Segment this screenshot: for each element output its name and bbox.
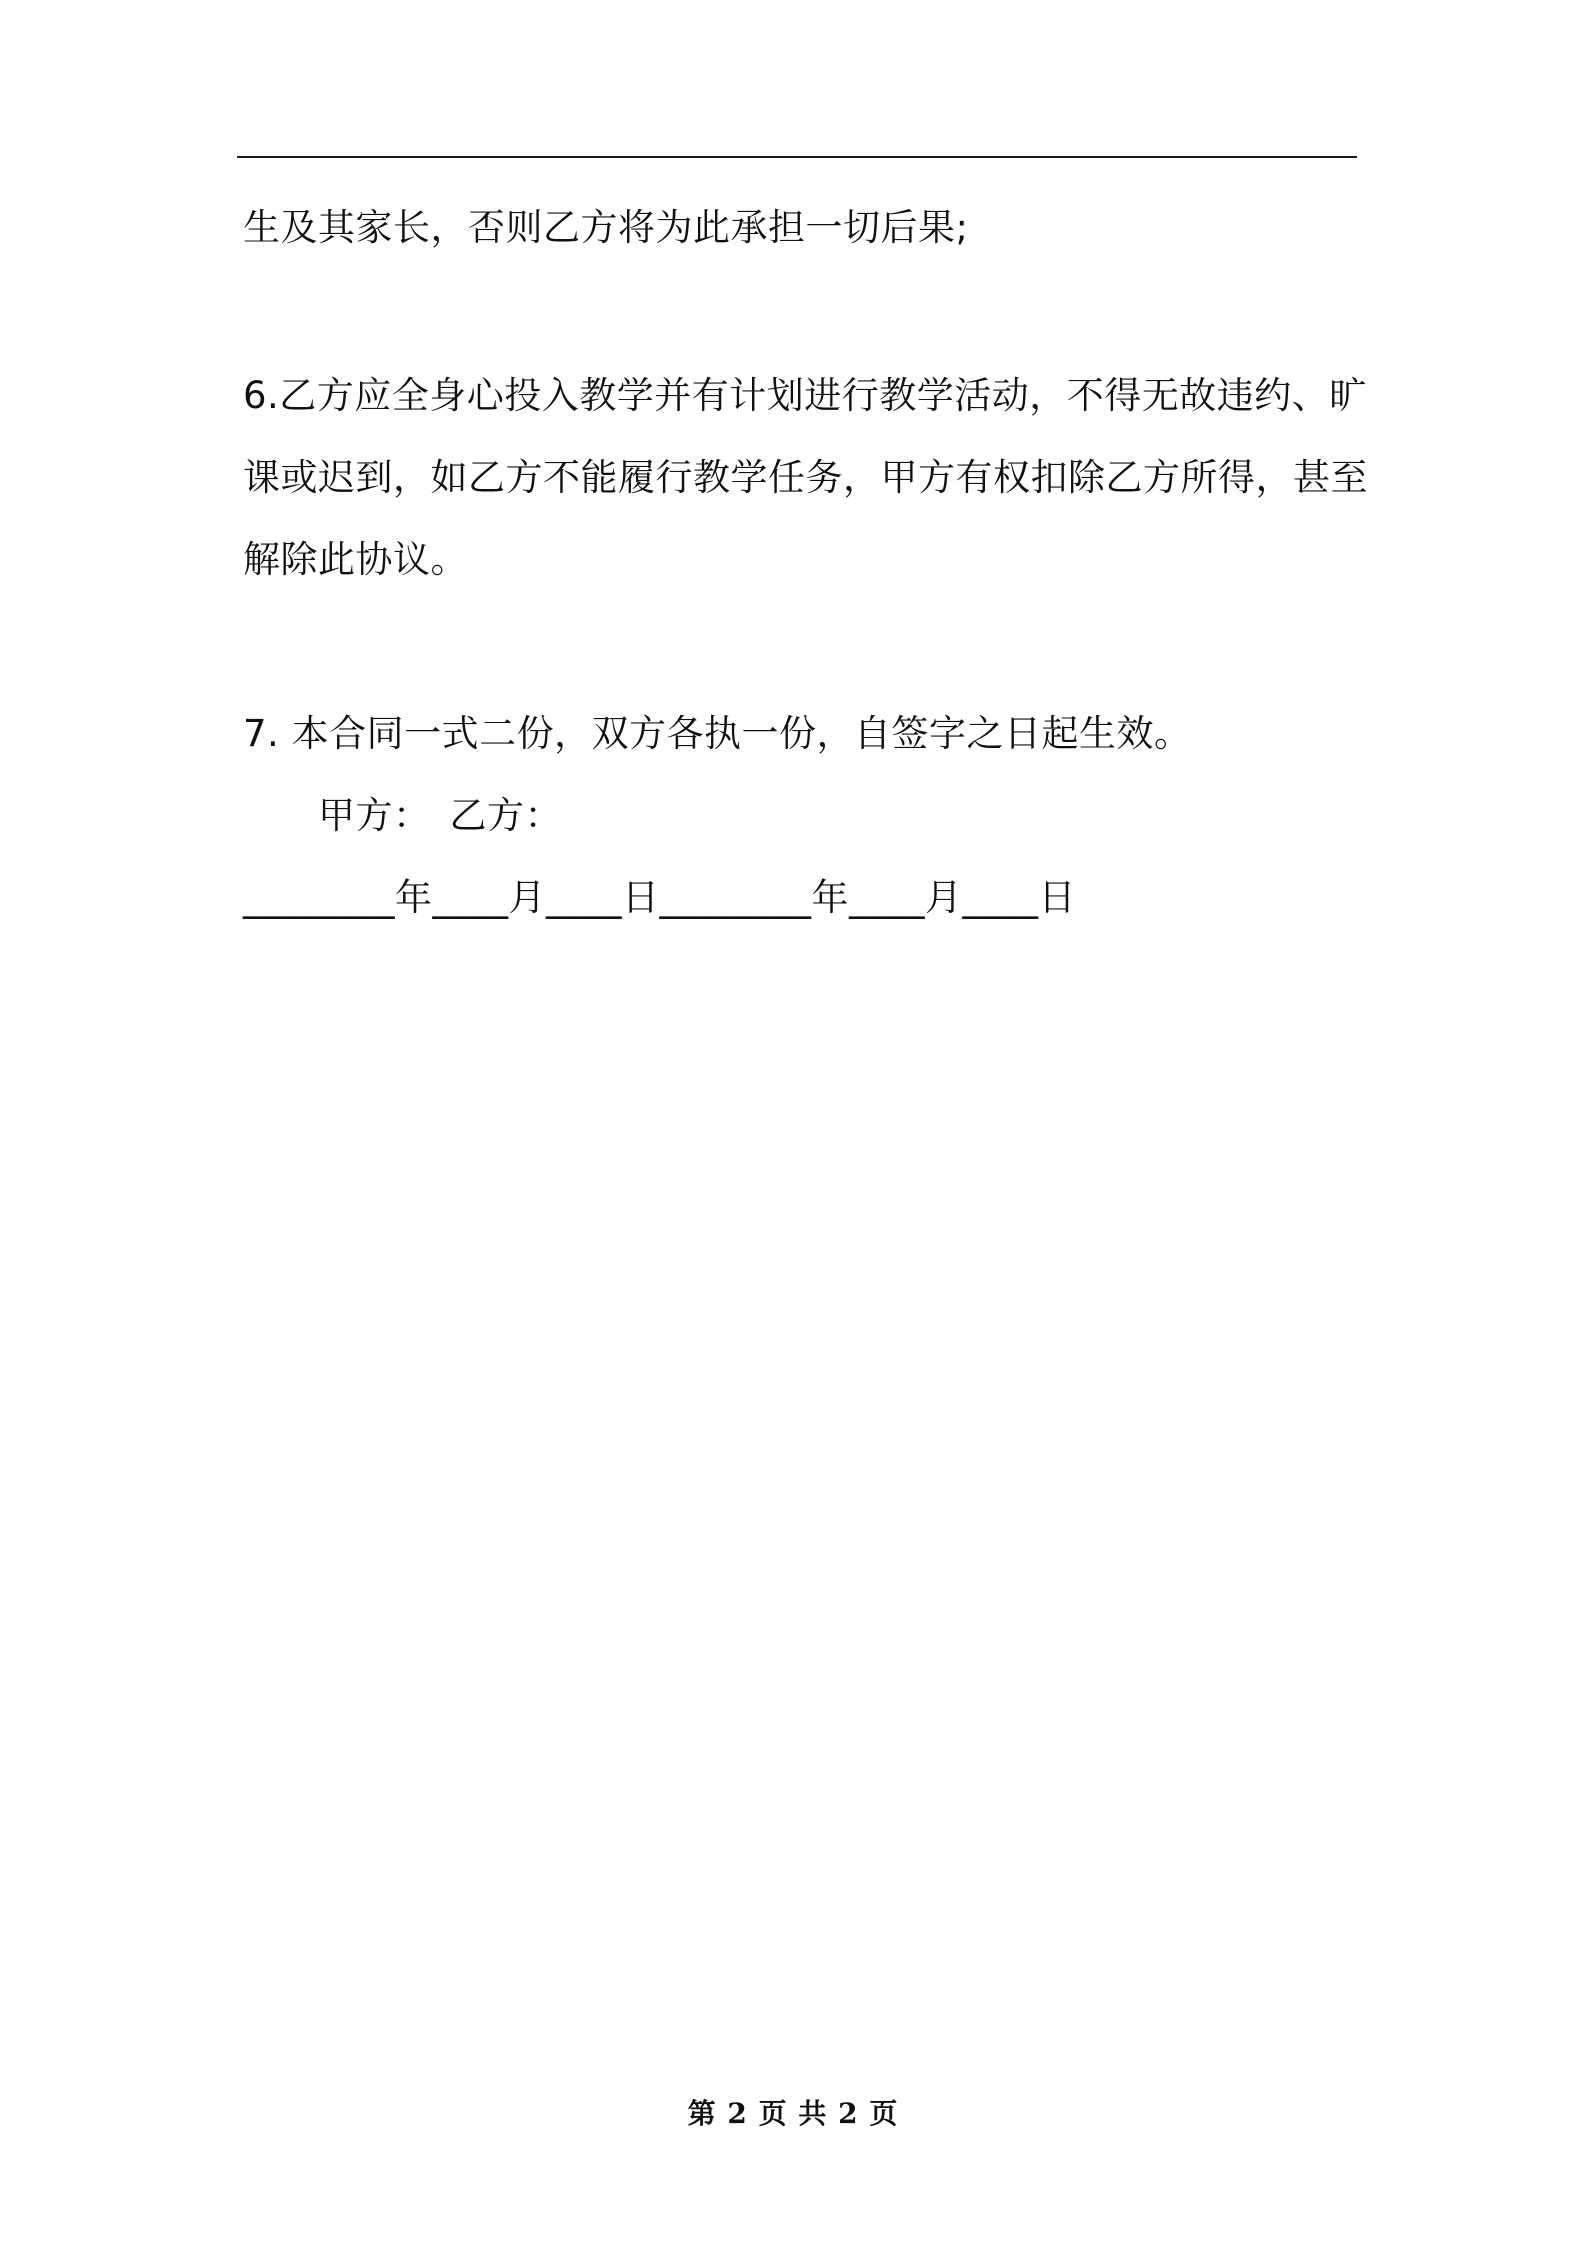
clause-7: 7. 本合同一式二份，双方各执一份，自签字之日起生效。: [243, 712, 1192, 755]
signature-parties: 甲方： 乙方：: [318, 794, 562, 837]
clause-6-line-3: 解除此协议。: [243, 538, 468, 581]
clause-6-line-2: 课或迟到，如乙方不能履行教学任务，甲方有权扣除乙方所得，甚至: [243, 456, 1368, 499]
clause-6-line-1: 6.乙方应全身心投入教学并有计划进行教学活动，不得无故违约、旷: [243, 374, 1367, 417]
header-rule: [237, 156, 1357, 158]
signature-dates: ________年____月____日________年____月____日: [243, 876, 1076, 919]
clause-5-continuation: 生及其家长，否则乙方将为此承担一切后果;: [243, 206, 969, 249]
page-number-footer: 第 2 页 共 2 页: [687, 2097, 899, 2130]
